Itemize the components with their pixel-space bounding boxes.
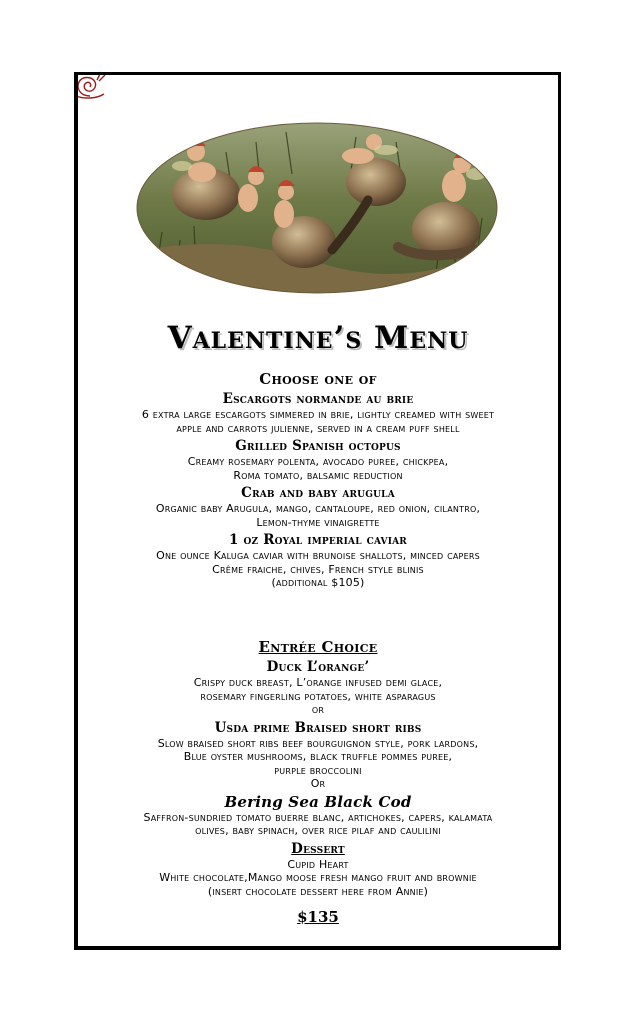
dish-description: One ounce Kaluga caviar with brunoise shallots, minced capers [156, 549, 480, 562]
menu-title: Valentine’s Menu [167, 320, 469, 356]
dish [78, 485, 558, 529]
dish [78, 720, 558, 791]
dessert-name: Cupid Heart [287, 857, 349, 871]
dish-description: Creamy rosemary polenta, avocado puree, chickpea, [187, 455, 449, 468]
dish-name: Crab and baby arugula [241, 485, 395, 501]
dish-description: Organic baby Arugula, mango, cantaloupe, red onion, cilantro, [155, 502, 481, 515]
dish [78, 794, 558, 838]
dish [78, 532, 558, 590]
dish-description: Blue oyster mushrooms, black truffle pommes puree, [183, 750, 453, 763]
dish-description: Slow braised short ribs beef bourguignon style, pork lardons, [157, 736, 479, 750]
fairies-riding-snails-illustration [136, 122, 498, 294]
dish-description: Roma tomato, balsamic reduction [233, 468, 403, 482]
dish-description: Saffron-sundried tomato buerre blanc, artichokes, capers, kalamata [143, 810, 493, 824]
dish-description: olives, baby spinach, over rice pilaf and caulilini [195, 824, 441, 837]
or-separator: or [311, 703, 325, 716]
first-course-section [78, 368, 558, 590]
dish-name: Usda prime Braised short ribs [214, 719, 422, 736]
dish-description: purple broccolini [274, 763, 362, 777]
dish [78, 438, 558, 482]
dish-description: apple and carrots julienne, served in a cream puff shell [176, 421, 460, 435]
dessert-description: White chocolate,Mango moose fresh mango fruit and brownie [159, 871, 477, 884]
dessert-description: (insert chocolate dessert here from Annie) [207, 884, 429, 898]
dish-description: 6 extra large escargots simmered in brie, lightly creamed with sweet [141, 408, 495, 421]
entree-heading: Entrée Choice [258, 638, 378, 656]
dish [78, 391, 558, 435]
dish-description: rosemary fingerling potatoes, white asparagus [200, 689, 436, 703]
entree-section [78, 636, 558, 926]
dish-price-note: (additional $105) [271, 576, 365, 589]
dish-description: Lemon-thyme vinaigrette [256, 515, 380, 529]
dish-name: Escargots normande au brie [222, 391, 414, 407]
dish-description: Crême fraiche, chives, French style blinis [212, 562, 424, 576]
dish-name: 1 oz Royal imperial caviar [229, 532, 407, 548]
dessert-heading: Dessert [291, 840, 345, 857]
menu-price: $135 [297, 908, 339, 926]
or-separator: Or [310, 777, 326, 790]
dish-name: Duck L’orange’ [266, 659, 370, 675]
dish [78, 659, 558, 717]
dish-name: Bering Sea Black Cod [224, 792, 412, 811]
dish-description: Crispy duck breast, L’orange infused demi glace, [193, 676, 443, 689]
first-course-heading: Choose one of [259, 370, 377, 388]
dessert-section [78, 841, 558, 899]
dish-name: Grilled Spanish octopus [235, 438, 401, 454]
